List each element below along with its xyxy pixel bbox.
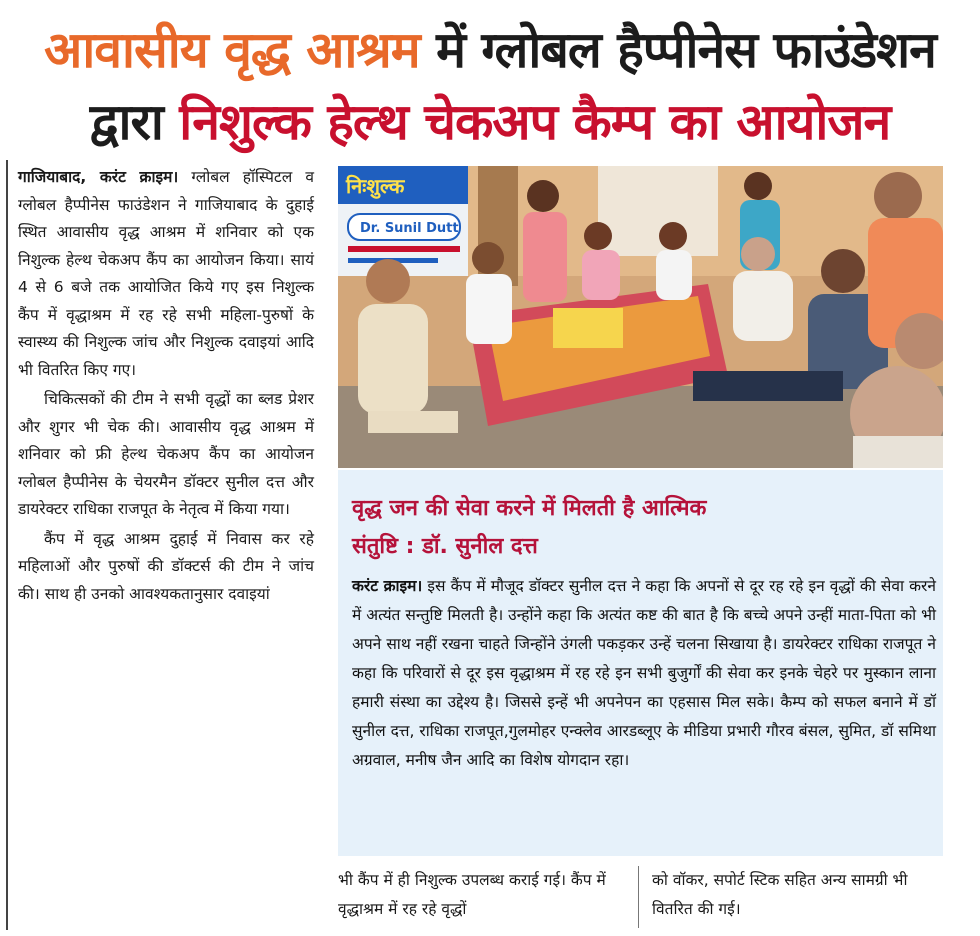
banner-text: निःशुल्क: [346, 174, 405, 198]
headline-highlight: निशुल्क हेल्थ चेकअप कैम्प का आयोजन: [179, 93, 891, 151]
box-heading-line: संतुष्टि : डॉ. सुनील दत्त: [352, 534, 538, 559]
bottom-column-2: को वॉकर, सपोर्ट स्टिक सहित अन्य सामग्री भी वितरित की गई।: [652, 871, 908, 918]
box-paragraph: [352, 572, 936, 775]
headline-text: में ग्लोबल हैप्पीनेस फाउंडेशन: [419, 21, 936, 79]
sidebar-box: [338, 470, 943, 856]
headline-line-2: [0, 86, 980, 158]
article-paragraph: कैंप में वृद्ध आश्रम दुहाई में निवास कर रहे महिलाओं और पुरुषों की डॉक्टर्स की टीम ने जांच की। साथ ही उनको आवश्यकतानुसार दवाइयां: [18, 529, 314, 603]
box-lead: करंट क्राइम।: [352, 577, 423, 595]
article-paragraph: [18, 164, 314, 384]
news-photo: [338, 166, 943, 468]
banner-name: Dr. Sunil Dutt: [360, 221, 459, 236]
box-text: इस कैंप में मौजूद डॉक्टर सुनील दत्त ने कहा कि अपनों से दूर रह रहे इन वृद्धों की सेवा करने में अत्यंत सन्तुष्टि मिलती है। उन्होंने कहा कि अत्यंत कष्ट की बात है कि बच्चे अपने उन्हीं माता-पिता को भी अपने साथ नहीं रखना चाहते जिन्होंने उंगली पकड़कर उन्हें चलना सिखाया है। डायरेक्टर राधिका राजपूत ने कहा कि परिवारों से दूर इस वृद्धाश्रम में रह रहे इन सभी बुजुर्गों की सेवा कर इनके चेहरे पर मुस्कान लाना हमारी संस्था का उद्देश्य है। जिससे इन्हें भी अपनेपन का एहसास मिल सके। कैम्प को सफल बनाने में डॉ सुनील दत्त, राधिका राजपूत,गुलमोहर एन्क्लेव आरडब्लूए के मीडिया प्रभारी गौरव बंसल, सुमित, डॉ समिथा अग्रवाल, मनीष जैन आदि का विशेष योगदान रहा।: [352, 577, 936, 769]
headline-highlight: आवासीय वृद्ध आश्रम: [44, 21, 420, 79]
box-heading-line: वृद्ध जन की सेवा करने में मिलती है आत्मिक: [352, 496, 707, 521]
headline-text: द्वारा: [89, 93, 180, 151]
bottom-column-1: भी कैंप में ही निशुल्क उपलब्ध कराई गई। कैंप में वृद्धाश्रम में रह रहे वृद्धों: [338, 871, 606, 918]
column-rule: [638, 866, 639, 928]
column-rule: [6, 160, 8, 930]
box-heading: [352, 490, 932, 566]
article-paragraph: चिकित्सकों की टीम ने सभी वृद्धों का ब्लड प्रेशर और शुगर भी चेक की। आवासीय वृद्ध आश्रम में शनिवार को फ्री हेल्थ चेकअप कैंप का आयोजन ग्लोबल हैप्पीनेस के चेयरमैन डॉक्टर सुनील दत्त और डायरेक्टर राधिका राजपूत के नेतृत्व में किया गया।: [18, 390, 314, 518]
paragraph-text: ग्लोबल हॉस्पिटल व ग्लोबल हैप्पीनेस फाउंडेशन ने गाजियाबाद के दुहाई स्थित आवासीय वृद्ध आश्रम में शनिवार को एक निशुल्क हेल्थ चेकअप कैंप का आयोजन किया। सायं 4 से 6 बजे तक आयोजित किये गए इस निशुल्क कैंप में वृद्धाश्रम में रह रहे सभी महिला-पुरुषों के स्वास्थ्य की निशुल्क जांच और निशुल्क दवाइयां आदि भी वितरित किए गए।: [18, 168, 314, 379]
headline-line-1: [0, 14, 980, 86]
photo-illustration: [338, 166, 943, 468]
dateline: गाजियाबाद, करंट क्राइम।: [18, 168, 179, 186]
article-left-column: [18, 164, 314, 608]
